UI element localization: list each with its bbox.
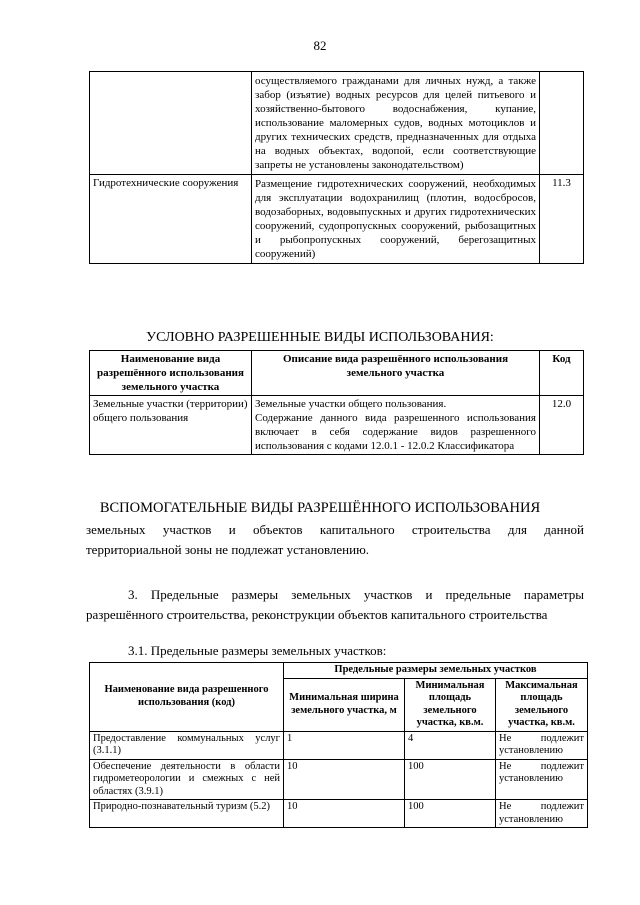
header-min-width: Минимальная ширина земельного участка, м [284, 678, 405, 731]
max-area-cell: Не подлежит установлению [496, 759, 588, 800]
max-area-cell: Не подлежит установлению [496, 800, 588, 828]
min-area-cell: 100 [405, 800, 496, 828]
min-width-cell: 10 [284, 800, 405, 828]
use-code-cell: 12.0 [540, 396, 584, 455]
section-3-text: 3. Предельные размеры земельных участков и предельные параметры разрешённого строительства, реконструкции объектов капитального строительства [86, 587, 584, 622]
table-row [90, 731, 588, 759]
header-use-code: Код [540, 351, 584, 396]
header-limits-group: Предельные размеры земельных участков [284, 663, 588, 679]
use-description-cell [252, 396, 540, 455]
table-header-row [90, 351, 584, 396]
header-max-area: Максимальная площадь земельного участка, кв.м. [496, 678, 588, 731]
use-name-cell: Природно-познавательный туризм (5.2) [90, 800, 284, 828]
description-line: Содержание данного вида разрешенного использования включает в себя содержание видов разрешенного использования с кодами 12.0.1 - 12.0.2 Классификатора [255, 412, 536, 452]
land-plot-limits-table [89, 662, 588, 828]
use-description-cell: Размещение гидротехнических сооружений, необходимых для эксплуатации водохранилищ (плотин, водосбросов, водозаборных, водовыпускных и других гидротехнических сооружений, судопропускных сооружений, рыбозащитных и рыбопропускных сооружений, берегозащитных сооружений) [252, 175, 540, 264]
conditional-uses-heading: УСЛОВНО РАЗРЕШЕННЫЕ ВИДЫ ИСПОЛЬЗОВАНИЯ: [146, 330, 494, 345]
header-min-area: Минимальная площадь земельного участка, кв.м. [405, 678, 496, 731]
table-row [90, 396, 584, 455]
use-name-cell [90, 72, 252, 175]
min-width-cell: 10 [284, 759, 405, 800]
use-code-cell [540, 72, 584, 175]
min-width-cell: 1 [284, 731, 405, 759]
use-name-cell: Гидротехнические сооружения [90, 175, 252, 264]
conditional-uses-table [89, 350, 584, 455]
table-row [90, 759, 588, 800]
use-name-cell: Обеспечение деятельности в области гидрометеорологии и смежных с ней областях (3.9.1) [90, 759, 284, 800]
use-code-cell: 11.3 [540, 175, 584, 264]
table-row [90, 72, 584, 175]
table-row [90, 175, 584, 264]
min-area-cell: 100 [405, 759, 496, 800]
permitted-uses-table-continued [89, 71, 584, 264]
header-use-name: Наименование вида разрешенного использования (код) [90, 663, 284, 732]
header-use-name: Наименование вида разрешённого использования земельного участка [90, 351, 252, 396]
use-name-cell: Земельные участки (территории) общего пользования [90, 396, 252, 455]
max-area-cell: Не подлежит установлению [496, 731, 588, 759]
auxiliary-uses-text: земельных участков и объектов капитального строительства для данной территориальной зоны не подлежат установлению. [86, 522, 584, 557]
description-line: Земельные участки общего пользования. [255, 398, 447, 410]
use-description-cell: осуществляемого гражданами для личных нужд, а также забор (изъятие) водных ресурсов для целей питьевого и хозяйственно-бытового водоснабжения, купание, использование маломерных судов, водных мотоциклов и других технических средств, предназначенных для отдыха на водных объектах, водопой, если соответствующие запреты не установлены законодательством) [252, 72, 540, 175]
use-name-cell: Предоставление коммунальных услуг (3.1.1) [90, 731, 284, 759]
min-area-cell: 4 [405, 731, 496, 759]
auxiliary-uses-heading: ВСПОМОГАТЕЛЬНЫЕ ВИДЫ РАЗРЕШЁННОГО ИСПОЛЬЗОВАНИЯ [99, 500, 541, 516]
header-use-description: Описание вида разрешённого использования земельного участка [252, 351, 540, 396]
table-row [90, 800, 588, 828]
section-3-1-text: 3.1. Предельные размеры земельных участков: [128, 643, 387, 658]
table-header-row [90, 663, 588, 679]
page-number: 82 [313, 38, 327, 53]
